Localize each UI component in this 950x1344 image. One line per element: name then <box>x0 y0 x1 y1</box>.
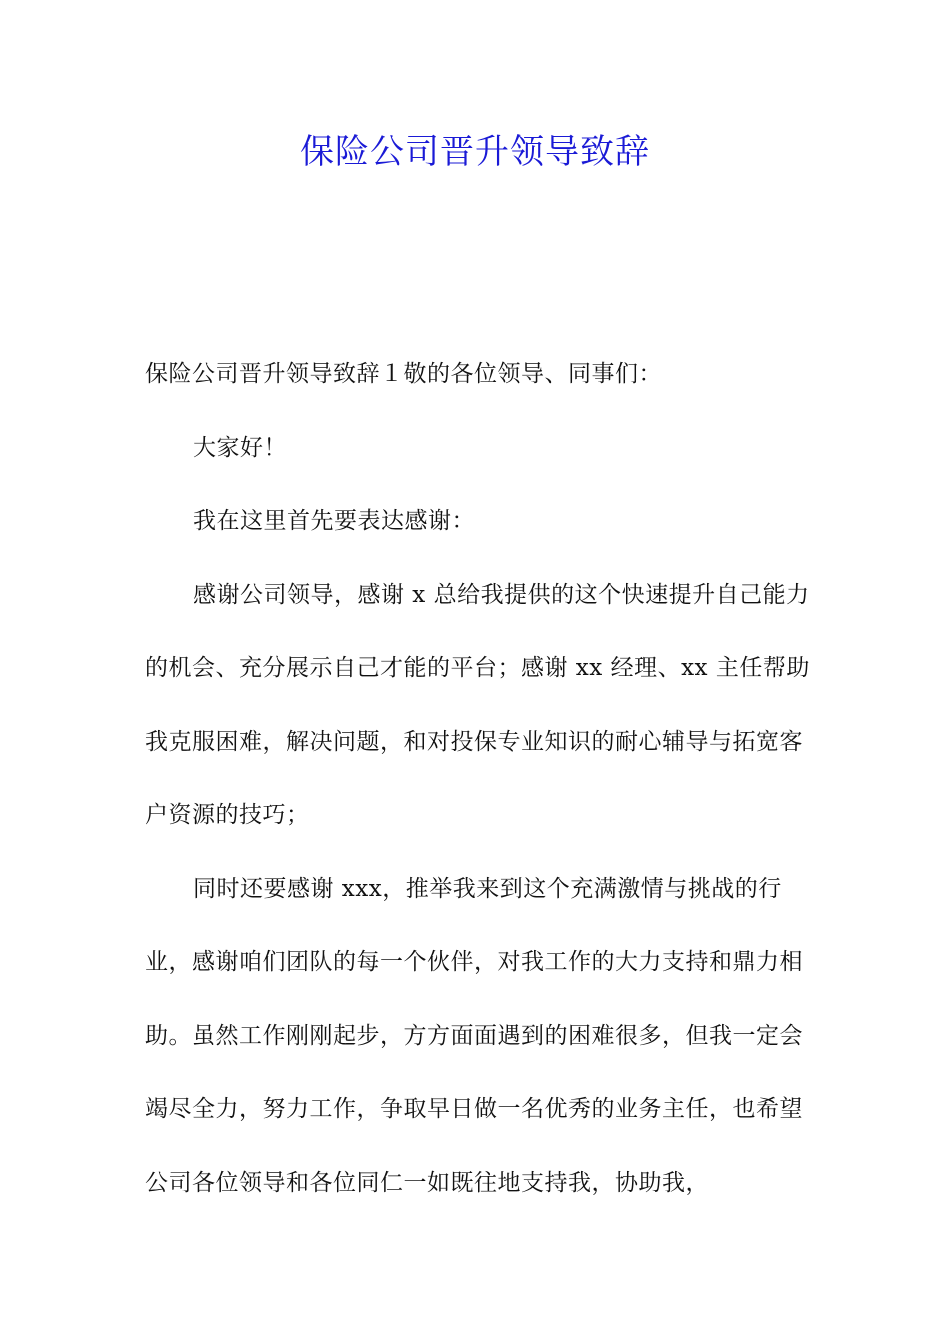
thanks-intro-paragraph: 我在这里首先要表达感谢： <box>193 508 475 534</box>
greeting-paragraph: 大家好！ <box>193 434 287 461</box>
thanks-team-paragraph: 同时还要感谢 xxx，推举我来到这个充满激情与挑战的行业，感谢咱们团队的每一个伙伴，对我工作的大力支持和鼎力相助。虽然工作刚刚起步，方方面面遇到的困难很多，但我一定会竭尽全力，努力工作，争取早日做一名优秀的业务主任，也希望公司各位领导和各位同仁一如既往地支持我，协助我， <box>145 875 803 1196</box>
document-title: 保险公司晋升领导致辞 <box>300 132 650 172</box>
thanks-leaders-paragraph: 感谢公司领导，感谢 x 总给我提供的这个快速提升自己能力的机会、充分展示自己才能的平台；感谢 xx 经理、xx 主任帮助我克服困难，解决问题，和对投保专业知识的耐心辅导与拓宽客户资源的技巧； <box>145 581 810 828</box>
salutation-paragraph: 保险公司晋升领导致辞１敬的各位领导、同事们： <box>145 361 662 387</box>
document-body <box>145 338 810 1220</box>
